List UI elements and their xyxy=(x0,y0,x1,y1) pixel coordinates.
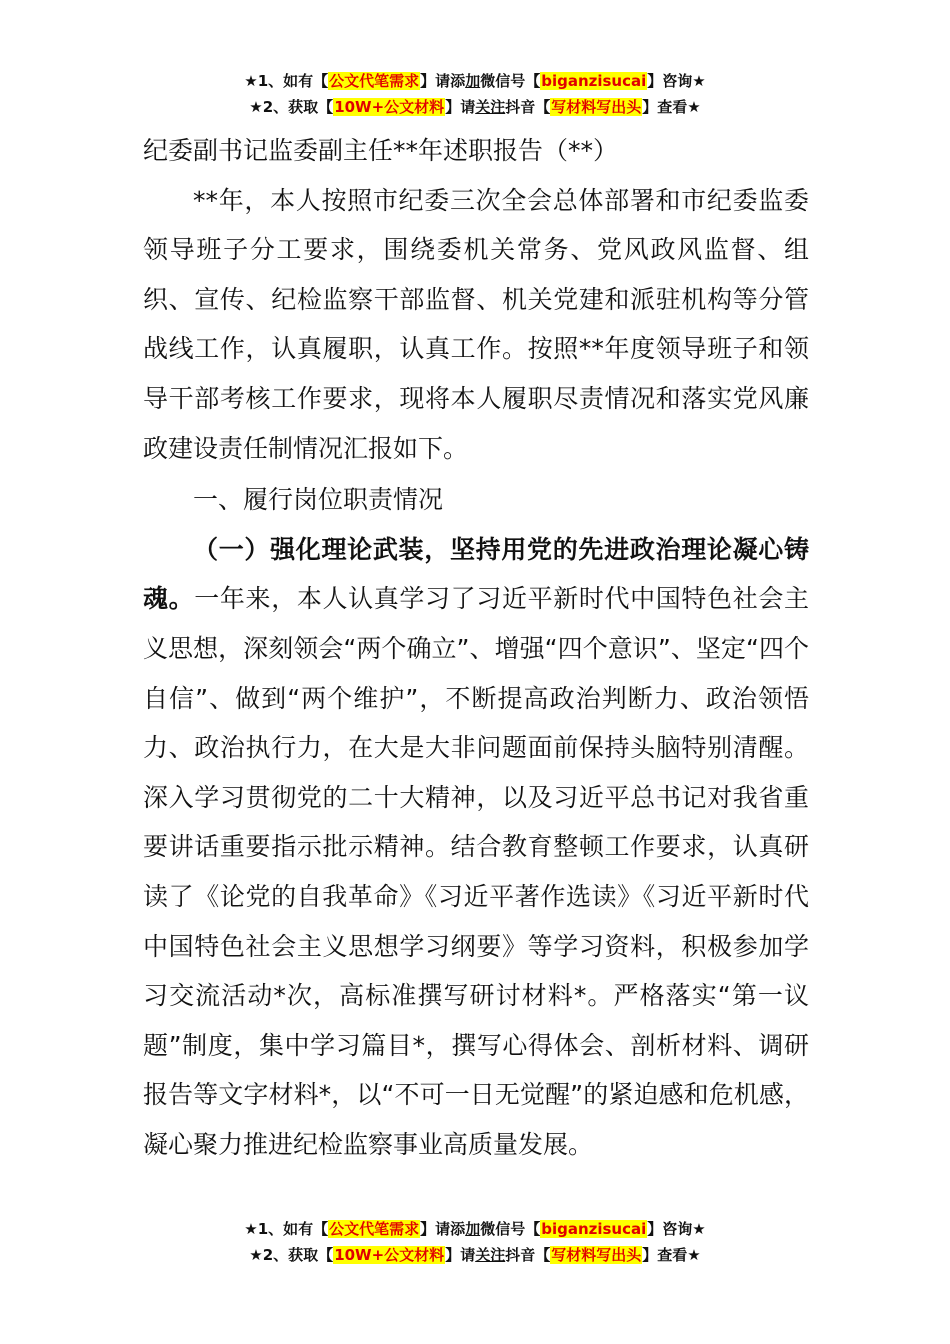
banner-line-2: ★2、获取【10W+公文材料】请关注抖音【写材料写出头】查看★ xyxy=(249,98,701,116)
header-banner xyxy=(0,68,950,120)
subsection-heading: （一）强化理论武装，坚持用党的先进政治理论凝心铸魂。 xyxy=(143,534,809,614)
highlight-douyin: 写材料写出头 xyxy=(551,98,642,116)
subsection-paragraph xyxy=(143,525,809,1170)
subsection-body: 一年来，本人认真学习了习近平新时代中国特色社会主义思想，深刻领会“两个确立”、增强“四个意识”、坚定“四个自信”、做到“两个维护”，不断提高政治判断力、政治领悟力、政治执行力，在大是大非问题面前保持头脑特别清醒。深入学习贯彻党的二十大精神，以及习近平总书记对我省重要讲话重要指示批示精神。结合教育整顿工作要求，认真研读了《论党的自我革命》《习近平著作选读》《习近平新时代中国特色社会主义思想学习纲要》等学习资料，积极参加学习交流活动*次，高标准撰写研讨材料*。严格落实“第一议题”制度，集中学习篇目*，撰写心得体会、剖析材料、调研报告等文字材料*，以“不可一日无觉醒”的紧迫感和危机感，凝心聚力推进纪检监察事业高质量发展。 xyxy=(143,584,809,1159)
document-body xyxy=(143,126,809,1169)
intro-paragraph: **年，本人按照市纪委三次全会总体部署和市纪委监委领导班子分工要求，围绕委机关常务、党风政风监督、组织、宣传、纪检监察干部监督、机关党建和派驻机构等分管战线工作，认真履职，认真工作。按照**年度领导班子和领导干部考核工作要求，现将本人履职尽责情况和落实党风廉政建设责任制情况汇报如下。 xyxy=(143,185,809,463)
banner-line-1: ★1、如有【公文代笔需求】请添加微信号【biganzisucai】咨询★ xyxy=(244,72,706,90)
banner-line-1: ★1、如有【公文代笔需求】请添加微信号【biganzisucai】咨询★ xyxy=(244,1220,706,1238)
highlight-wechat-id: biganzisucai xyxy=(541,72,647,90)
banner-line-2: ★2、获取【10W+公文材料】请关注抖音【写材料写出头】查看★ xyxy=(249,1246,701,1264)
highlight-wechat-id: biganzisucai xyxy=(541,1220,647,1238)
highlight-materials: 10W+公文材料 xyxy=(334,1246,445,1264)
highlight-douyin: 写材料写出头 xyxy=(551,1246,642,1264)
highlight-ghostwriting: 公文代笔需求 xyxy=(329,72,420,90)
footer-banner xyxy=(0,1216,950,1268)
document-title: 纪委副书记监委副主任**年述职报告（**） xyxy=(143,136,619,165)
highlight-materials: 10W+公文材料 xyxy=(334,98,445,116)
section-heading: 一、履行岗位职责情况 xyxy=(193,485,444,515)
highlight-ghostwriting: 公文代笔需求 xyxy=(329,1220,420,1238)
